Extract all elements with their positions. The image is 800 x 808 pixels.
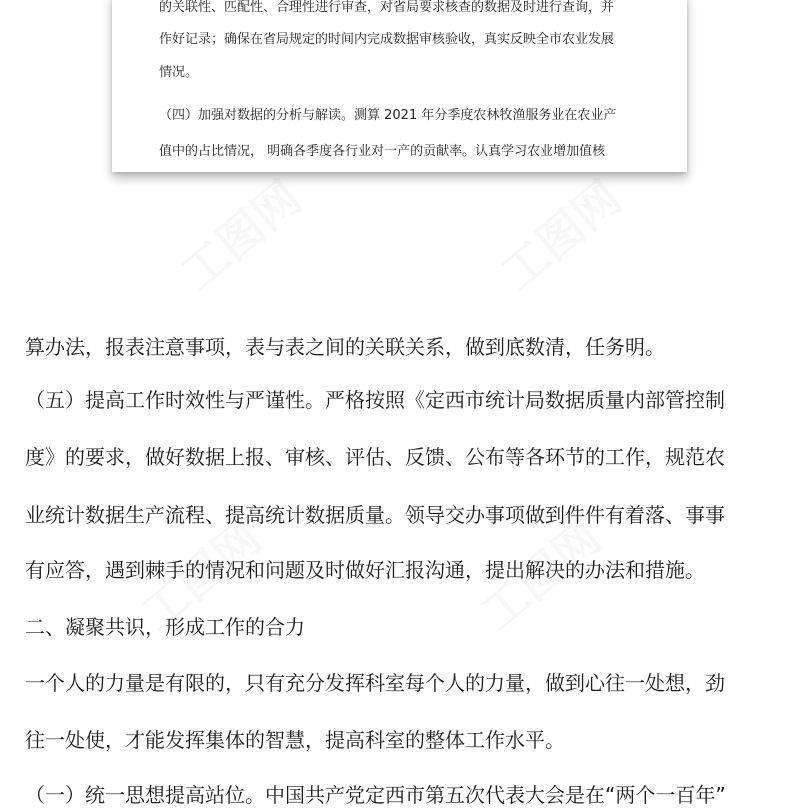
preview-line: 作好记录；确保在省局规定的时间内完成数据审核验收，真实反映全市农业发展 <box>159 32 615 47</box>
watermark <box>165 163 313 302</box>
body-line: 业统计数据生产流程、提高统计数据质量。领导交办事项做到件件有着落、事事 <box>25 503 725 527</box>
preview-line: （四）加强对数据的分析与解读。测算 2021 年分季度农林牧渔服务业在农业产 <box>159 108 617 123</box>
body-line: （一）统一思想提高站位。中国共产党定西市第五次代表大会是在“两个一百年” <box>25 783 726 807</box>
body-line: 有应答，遇到棘手的情况和问题及时做好汇报沟通，提出解决的办法和措施。 <box>25 558 705 582</box>
document-preview-card <box>112 0 687 172</box>
section-heading: 二、凝聚共识，形成工作的合力 <box>25 615 305 639</box>
body-line: （五）提高工作时效性与严谨性。严格按照《定西市统计局数据质量内部管控制 <box>25 388 725 412</box>
body-line: 往一处使，才能发挥集体的智慧，提高科室的整体工作水平。 <box>25 728 565 752</box>
body-line: 算办法，报表注意事项，表与表之间的关联关系，做到底数清，任务明。 <box>25 335 665 359</box>
preview-line: 情况。 <box>159 65 199 80</box>
preview-line: 值中的占比情况， 明确各季度各行业对一产的贡献率。认真学习农业增加值核 <box>159 144 606 159</box>
body-line: 度》的要求，做好数据上报、审核、评估、反馈、公布等各环节的工作，规范农 <box>25 445 725 469</box>
preview-line: 的关联性、匹配性、合理性进行审查，对省局要求核查的数据及时进行查询，并 <box>159 0 615 15</box>
body-line: 一个人的力量是有限的，只有充分发挥科室每个人的力量，做到心往一处想，劲 <box>25 671 725 695</box>
watermark <box>485 163 633 302</box>
